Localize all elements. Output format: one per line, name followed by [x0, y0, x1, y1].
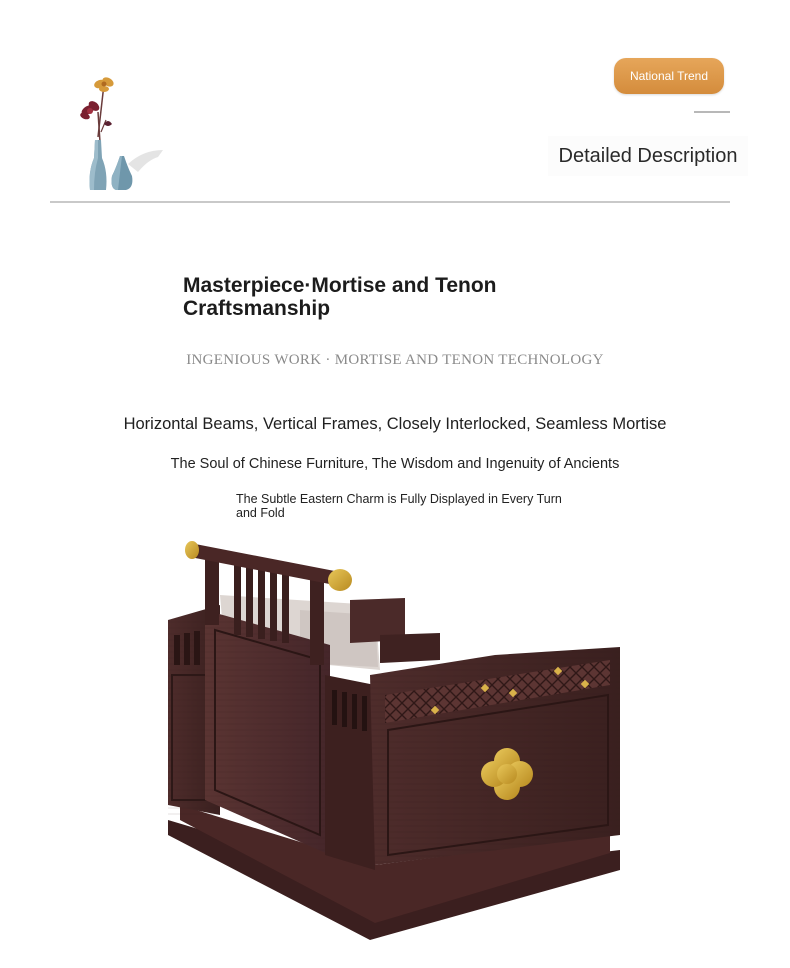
description-line-3: The Subtle Eastern Charm is Fully Displayed in Every Turn and Fold [236, 492, 562, 520]
main-title: Masterpiece·Mortise and Tenon Craftsmanship [183, 274, 497, 320]
badge-underline [694, 111, 730, 113]
section-title: Detailed Description [548, 136, 748, 176]
header-divider [50, 201, 730, 203]
description-line-1: Horizontal Beams, Vertical Frames, Closely Interlocked, Seamless Mortise [123, 415, 667, 433]
subtitle: INGENIOUS WORK · MORTISE AND TENON TECHNOLOGY [186, 352, 604, 368]
vase-with-flowers-icon [68, 72, 178, 197]
description-line-2: The Soul of Chinese Furniture, The Wisdom and Ingenuity of Ancients [170, 456, 620, 472]
national-trend-badge[interactable]: National Trend [614, 58, 724, 94]
armchair-product-image [150, 535, 640, 955]
